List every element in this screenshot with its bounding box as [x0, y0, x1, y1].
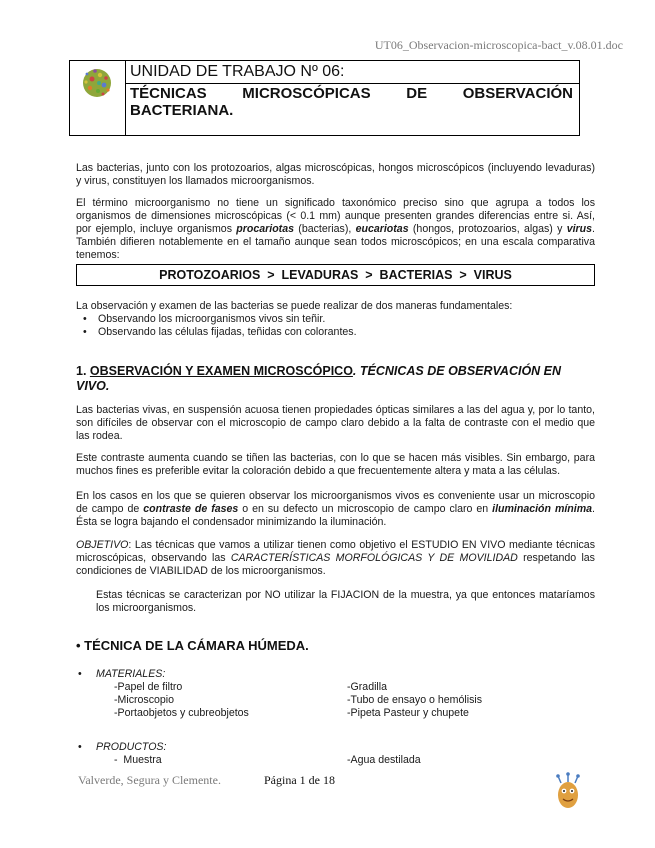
- term-procariotas: procariotas: [236, 223, 294, 235]
- section-title-rest: . TÉCNICAS DE OBSERVACIÓN EN VIVO.: [76, 364, 562, 393]
- intro-paragraph-1: Las bacterias, junto con los protozoarios, algas microscópicas, hongos microscópicos (incluyendo levaduras) y virus, constituyen los llamados microorganismos.: [76, 162, 595, 187]
- section-1-paragraph-1: Las bacterias vivas, en suspensión acuosa tienen propiedades ópticas similares a las del agua y, por lo tanto, son difíciles de observar con el microscopio de campo claro debido a la falta de contraste con el medio que las rodea.: [76, 404, 595, 442]
- list-item: - Muestra: [114, 754, 162, 766]
- bullet-icon: •: [83, 326, 87, 338]
- section-1-paragraph-5: Estas técnicas se caracterizan por NO utilizar la FIJACION de la muestra, ya que entonces mataríamos los microorganismos.: [96, 589, 595, 614]
- list-item: -Papel de filtro: [114, 681, 183, 693]
- term-eucariotas: eucariotas: [355, 223, 409, 235]
- list-item: [83, 326, 357, 339]
- unit-heading: TÉCNICAS MICROSCÓPICAS DE OBSERVACIÓN BACTERIANA.: [130, 85, 573, 119]
- bullet-icon: •: [78, 668, 82, 680]
- text-span: . También difieren notablemente en el tamaño aunque sean todos microscópicos; en una escala comparativa tenemos:: [76, 223, 595, 261]
- section-number: 1.: [76, 364, 90, 378]
- list-item: -Gradilla: [347, 681, 388, 693]
- bacteria-cluster-logo: [70, 61, 125, 135]
- section-title-underlined: OBSERVACIÓN Y EXAMEN MICROSCÓPICO: [89, 364, 353, 378]
- bacteria-mascot-icon: [553, 771, 583, 811]
- text-span-italic: CARACTERÍSTICAS MORFOLÓGICAS Y DE MOVILIDAD: [230, 552, 518, 564]
- products-label: PRODUCTOS:: [96, 741, 167, 753]
- bullet-icon: •: [83, 313, 87, 325]
- list-item-text: Observando las células fijadas, teñidas con colorantes.: [98, 326, 357, 338]
- section-1-objective: [76, 539, 595, 578]
- unit-label: UNIDAD DE TRABAJO Nº 06:: [126, 61, 579, 84]
- text-span: : Las técnicas que vamos a utilizar tienen como objetivo el ESTUDIO EN VIVO mediante técnicas microscópicas, observando las: [76, 539, 595, 564]
- materials-label: MATERIALES:: [96, 668, 166, 680]
- document-filename: UT06_Observacion-microscopica-bact_v.08.01.doc: [374, 38, 623, 52]
- term-virus: virus: [566, 223, 593, 235]
- text-span: o en su defecto un microscopio de campo claro en: [238, 503, 493, 515]
- section-1-heading: [76, 364, 596, 394]
- section-1-paragraph-2: Este contraste aumenta cuando se tiñen las bacterias, con lo que se hacen más visibles. Sin embargo, para muchos fines es preferible evitar la coloración debido a que frecuentemente altera y mata a las células.: [76, 452, 595, 477]
- title-box: [69, 60, 580, 136]
- intro-paragraph-3: La observación y examen de las bacterias se puede realizar de dos maneras fundamentales:: [76, 300, 513, 312]
- text-span: En los casos en los que se quieren observar los microorganismos vivos es conveniente usar un microscopio de campo de: [76, 490, 595, 515]
- list-item-text: Observando los microorganismos vivos sin teñir.: [98, 313, 326, 325]
- term-contraste-de-fases: contraste de fases: [143, 503, 239, 515]
- text-span: respetando las condiciones de VIABILIDAD de los microorganismos.: [76, 552, 595, 577]
- text-span: (bacterias),: [294, 223, 356, 235]
- footer-authors: Valverde, Segura y Clemente.: [78, 773, 221, 787]
- list-item: -Portaobjetos y cubreobjetos: [114, 707, 249, 719]
- list-item: -Pipeta Pasteur y chupete: [347, 707, 469, 719]
- footer-page-number: Página 1 de 18: [264, 773, 335, 787]
- list-item: -Microscopio: [114, 694, 175, 706]
- size-scale-banner: PROTOZOARIOS > LEVADURAS > BACTERIAS > VIRUS: [76, 264, 595, 286]
- text-span: (hongos, protozoarios, algas) y: [408, 223, 567, 235]
- section-1-paragraph-3: [76, 490, 595, 529]
- logo-cell: [70, 61, 126, 135]
- bullet-icon: •: [78, 741, 82, 753]
- list-item: -Agua destilada: [347, 754, 421, 766]
- section-2-heading: • TÉCNICA DE LA CÁMARA HÚMEDA.: [76, 638, 309, 653]
- list-item: -Tubo de ensayo o hemólisis: [347, 694, 483, 706]
- text-span: . Ésta se logra bajando el condensador minimizando la iluminación.: [76, 503, 595, 528]
- intro-paragraph-2: [76, 197, 595, 262]
- term-iluminacion-minima: iluminación mínima: [492, 503, 593, 515]
- text-span: El término microorganismo no tiene un significado taxonómico preciso sino que agrupa a todos los organismos de dimensiones microscópicas (< 0.1 mm) aunque presenten grandes diferencias entre si. Así, por ejemplo, incluye organismos: [76, 197, 595, 235]
- list-item: [83, 313, 326, 326]
- objective-label: OBJETIVO: [76, 539, 129, 551]
